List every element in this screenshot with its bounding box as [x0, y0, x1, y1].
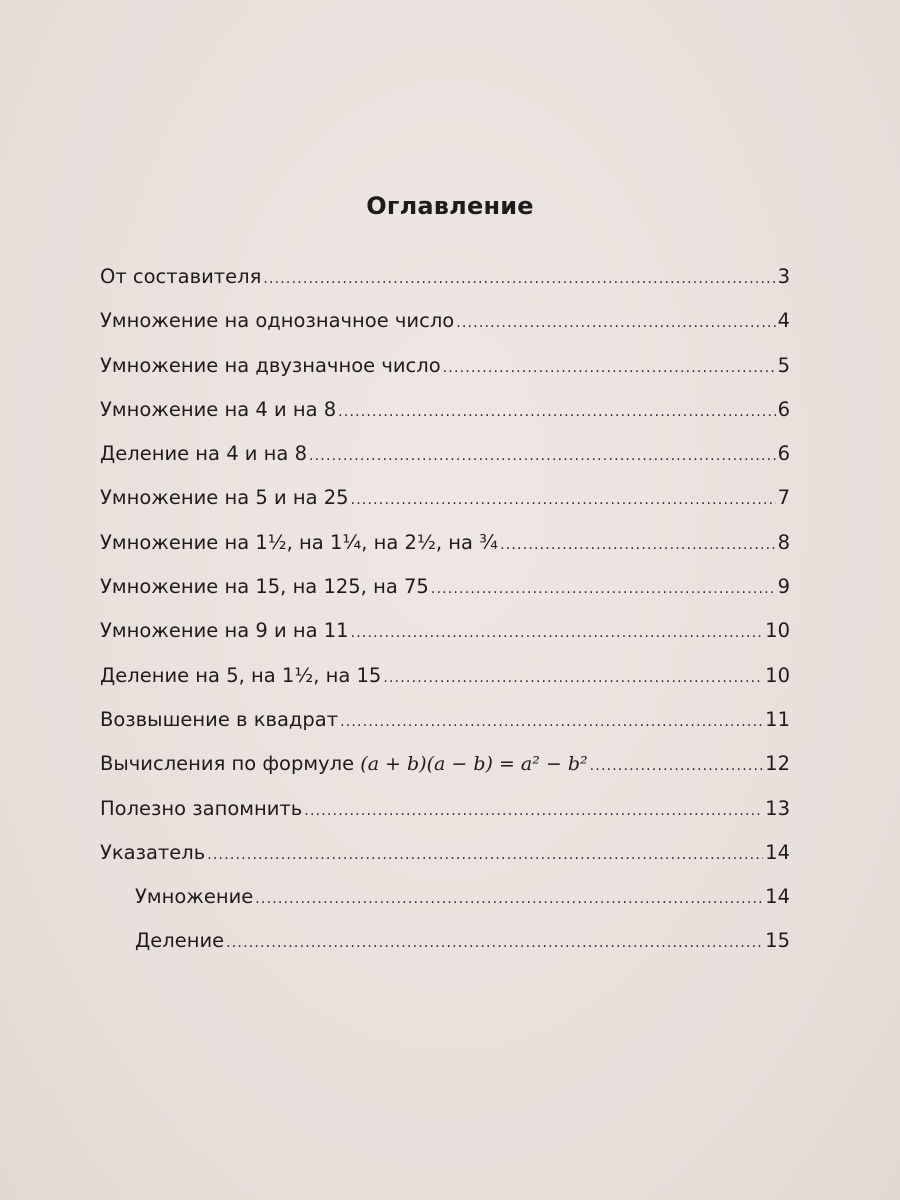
- toc-entry-text: Умножение на 9 и на 11: [100, 619, 349, 643]
- toc-entry-formula: (a + b)(a − b) = a² − b²: [360, 753, 588, 776]
- toc-entry-text: Деление на 5, на 1½, на 15: [100, 663, 382, 687]
- dot-leader: [456, 308, 775, 338]
- toc-entry: [100, 572, 790, 616]
- toc-entry-label: [100, 705, 338, 735]
- dot-leader: [255, 884, 763, 914]
- page-title: Оглавление: [366, 192, 534, 220]
- toc-page-number: 11: [765, 707, 790, 731]
- toc-entry: [100, 528, 790, 572]
- toc-entry: [100, 882, 790, 926]
- toc-entry-text: Деление: [135, 929, 225, 953]
- toc-entry-label: [100, 262, 261, 292]
- toc-entry-label: [100, 395, 336, 425]
- toc-page-number: 13: [765, 796, 790, 820]
- toc-page-number: 7: [777, 486, 790, 510]
- toc-page-number: 12: [765, 752, 790, 776]
- dot-leader: [500, 530, 776, 560]
- toc-entry-label: [100, 616, 349, 646]
- toc-entry: [100, 483, 790, 527]
- toc-entry-label: [135, 882, 253, 912]
- toc-entry-text: Указатель: [100, 840, 206, 864]
- dot-leader: [338, 397, 775, 427]
- toc-entry-text: Умножение на 15, на 125, на 75: [100, 575, 429, 599]
- toc-page-number: 9: [777, 575, 790, 599]
- toc-entry-text: От составителя: [100, 265, 262, 288]
- dot-leader: [263, 264, 775, 294]
- toc-page-number: 8: [777, 530, 790, 554]
- dot-leader: [351, 485, 776, 515]
- toc-page-number: 6: [777, 442, 790, 466]
- toc-entry-text: Деление на 4 и на 8: [100, 442, 307, 466]
- toc-entry-text: Полезно запомнить: [100, 796, 303, 820]
- toc-entry-text: Умножение на однозначное число: [100, 309, 455, 333]
- dot-leader: [226, 928, 763, 958]
- toc-entry-text: Умножение на 1½, на 1¼, на 2½, на ¾: [100, 530, 499, 554]
- toc-page-number: 14: [765, 885, 790, 909]
- toc-entry: [100, 661, 790, 705]
- toc-entry: [100, 306, 790, 350]
- toc-entry-text: Умножение на 5 и на 25: [100, 486, 349, 510]
- toc-page-number: 4: [777, 309, 790, 333]
- toc-page-number: 3: [777, 265, 790, 288]
- dot-leader: [431, 574, 776, 604]
- toc-entry-label: [100, 306, 454, 336]
- toc-entry-label: [100, 483, 349, 513]
- table-of-contents: [100, 262, 790, 971]
- toc-page-number: 6: [777, 397, 790, 421]
- toc-entry: [100, 616, 790, 660]
- dot-leader: [590, 751, 764, 781]
- toc-page-number: 15: [765, 929, 790, 953]
- dot-leader: [443, 353, 776, 383]
- toc-page-number: 5: [777, 353, 790, 377]
- toc-entry-label: [100, 528, 498, 558]
- toc-entry-label: [100, 661, 381, 691]
- toc-entry: [100, 794, 790, 838]
- toc-entry-label: [100, 351, 441, 381]
- toc-entry-text: Вычисления по формуле: [100, 752, 355, 776]
- toc-entry: [100, 705, 790, 749]
- toc-entry: [100, 838, 790, 882]
- dot-leader: [351, 618, 764, 648]
- dot-leader: [309, 441, 776, 471]
- dot-leader: [207, 840, 763, 870]
- toc-entry: [100, 395, 790, 439]
- toc-entry-text: Умножение: [135, 885, 254, 909]
- toc-entry: [100, 749, 790, 793]
- toc-entry: [100, 262, 790, 306]
- toc-entry-label: [135, 926, 224, 956]
- toc-entry-text: Умножение на 4 и на 8: [100, 397, 337, 421]
- toc-page-number: 10: [765, 663, 790, 687]
- dot-leader: [304, 796, 763, 826]
- toc-entry-label: [100, 794, 302, 824]
- toc-entry-text: Возвышение в квадрат: [100, 707, 339, 731]
- toc-page-number: 10: [765, 619, 790, 643]
- toc-entry-label: [100, 749, 588, 779]
- toc-entry-label: [100, 439, 307, 469]
- toc-entry-label: [100, 838, 205, 868]
- toc-entry: [100, 439, 790, 483]
- toc-entry: [100, 926, 790, 970]
- toc-entry: [100, 351, 790, 395]
- toc-entry-text: Умножение на двузначное число: [100, 353, 441, 377]
- toc-entry-label: [100, 572, 429, 602]
- toc-page-number: 14: [765, 840, 790, 864]
- dot-leader: [383, 663, 763, 693]
- dot-leader: [340, 707, 763, 737]
